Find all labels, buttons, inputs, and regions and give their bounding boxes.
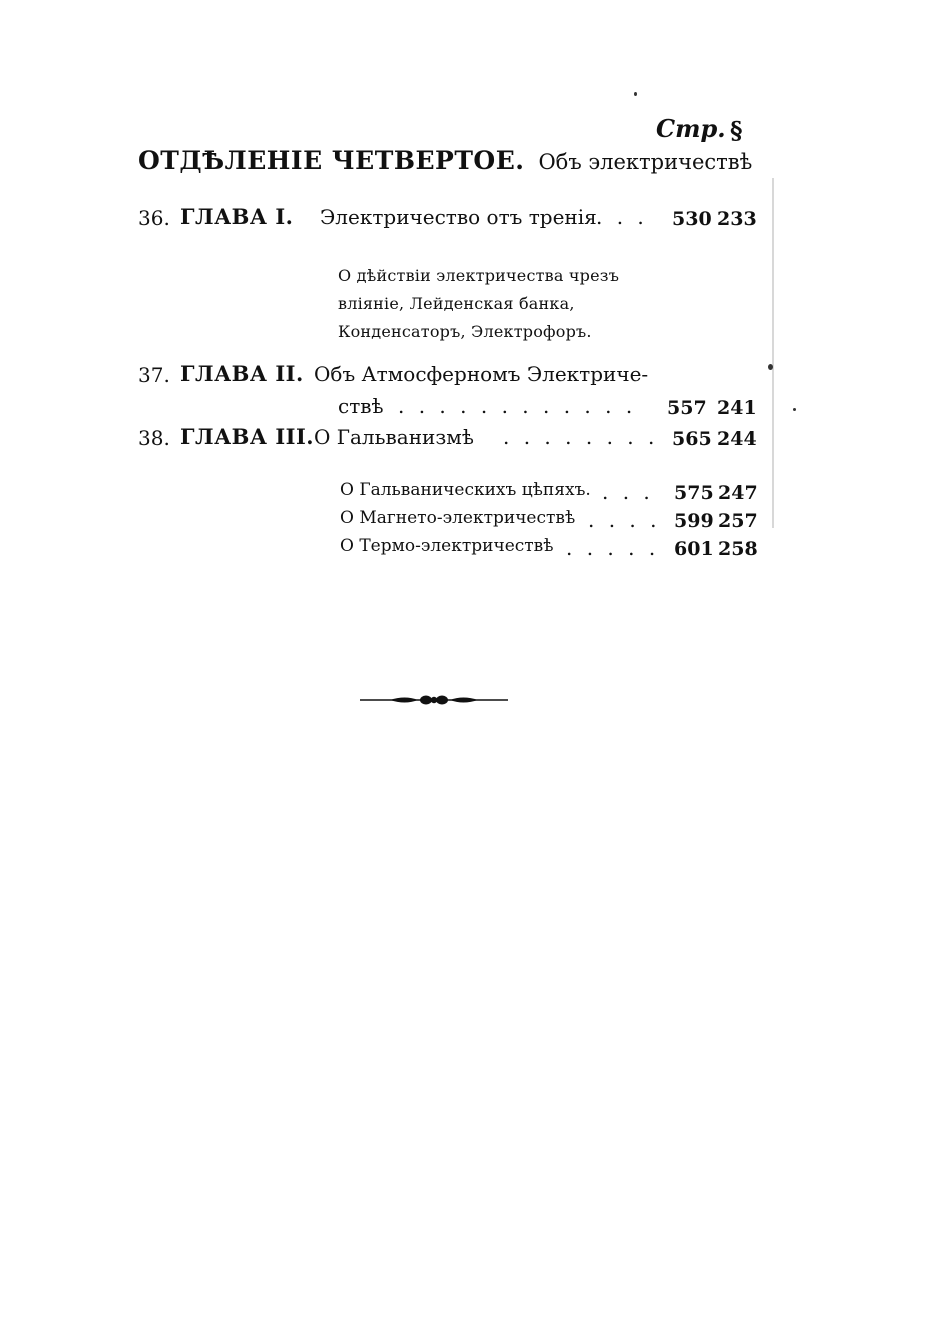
leader-dots: . . . .	[588, 508, 661, 532]
section-number: 258	[718, 538, 758, 560]
subentry-title: О Гальваническихъ цѣпяхъ.	[340, 480, 591, 500]
section-number: 233	[717, 208, 757, 230]
chapter-title-continuation: ствѣ	[338, 394, 384, 418]
scan-speck	[793, 408, 796, 411]
section-number: 257	[718, 510, 758, 532]
leader-dots: . . . . . . . .	[503, 425, 659, 449]
leader-dots: . . .	[602, 480, 654, 504]
subentry-title: О Термо-электричествѣ	[340, 536, 554, 556]
page-number: 557	[667, 397, 707, 419]
subentry-title: О Магнето-электричествѣ	[340, 508, 576, 528]
leader-dots: . . . . .	[566, 536, 660, 560]
margin-line	[772, 178, 774, 528]
section-heading	[138, 146, 752, 175]
page-number: 575	[674, 482, 714, 504]
chapter-label: ГЛАВА II.	[180, 361, 304, 386]
section-subtitle: Объ электричествѣ	[538, 150, 753, 174]
leader-dots: . . . . . . . . . . . .	[398, 394, 637, 418]
scan-speck	[634, 92, 637, 96]
section-number: 244	[717, 428, 757, 450]
page-column-header: Стр.	[656, 114, 726, 143]
chapter-number: 36.	[138, 206, 170, 230]
page-number: 601	[674, 538, 714, 560]
leader-dots: . . .	[596, 205, 648, 229]
page-number: 565	[672, 428, 712, 450]
section-number: 247	[718, 482, 758, 504]
chapter-title: О Гальванизмѣ	[314, 425, 474, 449]
chapter-number: 37.	[138, 363, 170, 387]
section-column-header: §	[730, 116, 743, 145]
chapter-label: ГЛАВА III.	[180, 424, 315, 449]
page-number: 599	[674, 510, 714, 532]
page-number: 530	[672, 208, 712, 230]
chapter-label: ГЛАВА I.	[180, 204, 294, 229]
chapter-description: О дѣйствіи электричества чрезъ вліяніе, Лейденская банка, Конденсаторъ, Электрофоръ.	[338, 266, 620, 341]
chapter-title: Объ Атмосферномъ Электриче-	[314, 362, 649, 386]
section-number: 241	[717, 397, 757, 419]
chapter-number: 38.	[138, 426, 170, 450]
scan-speck	[768, 364, 773, 370]
section-title: ОТДѢЛЕНІЕ ЧЕТВЕРТОЕ.	[138, 146, 525, 175]
ornament-divider	[360, 692, 508, 708]
chapter-title: Электричество отъ тренія	[320, 205, 597, 229]
